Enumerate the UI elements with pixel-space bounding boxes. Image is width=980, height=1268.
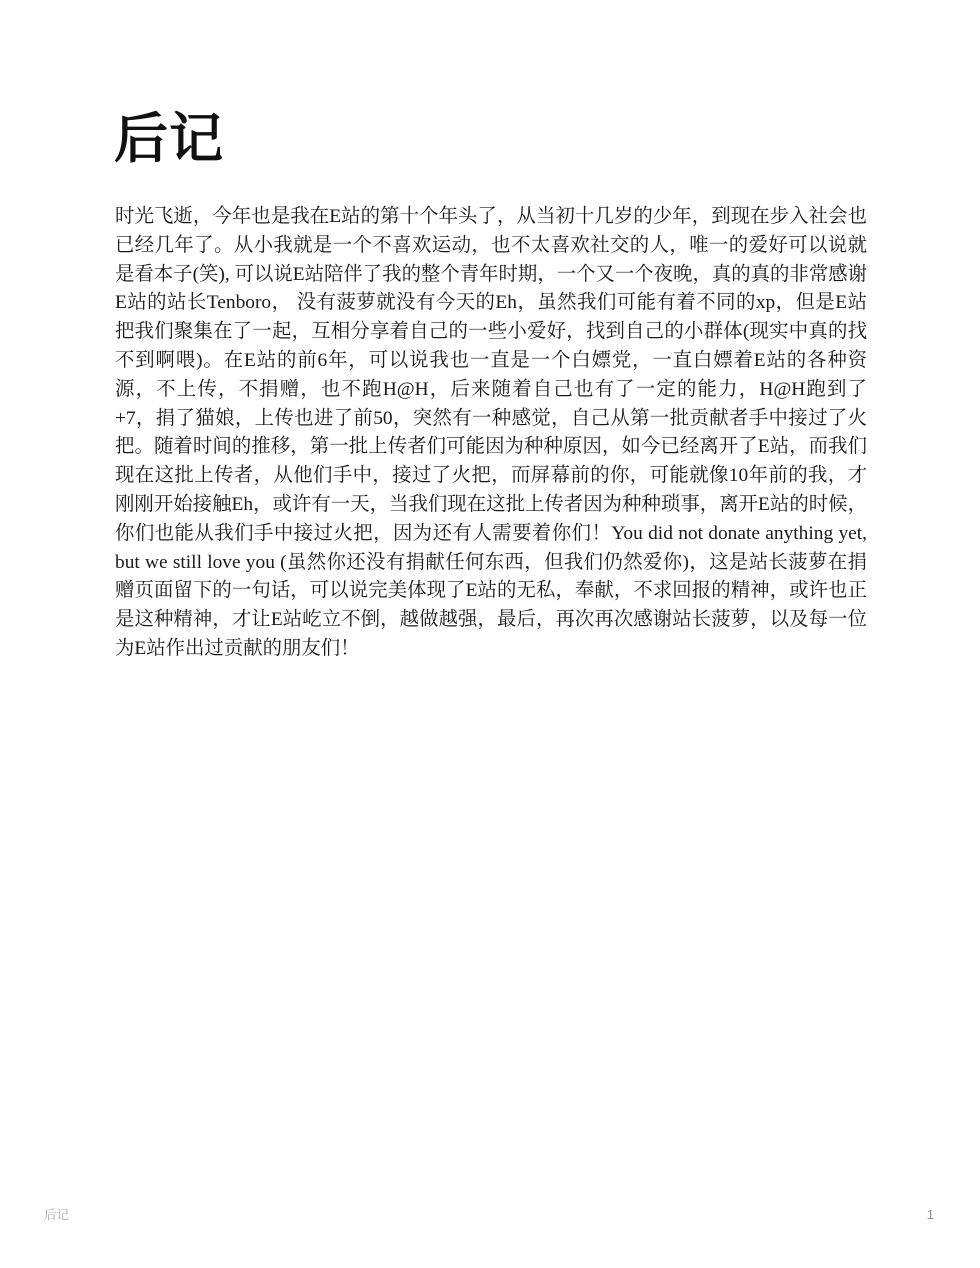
page-title: 后记 — [114, 109, 224, 169]
page-footer — [44, 1204, 934, 1224]
afterword-paragraph: 时光飞逝，今年也是我在E站的第十个年头了，从当初十几岁的少年，到现在步入社会也已经几年了。从小我就是一个不喜欢运动，也不太喜欢社交的人，唯一的爱好可以说就是看本子(笑), 可以说E站陪伴了我的整个青年时期，一个又一个夜晚，真的真的非常感谢E站的站长Tenboro， 没有菠萝就没有今天的Eh，虽然我们可能有着不同的xp，但是E站把我们聚集在了一起，互相分享着自己的一些小爱好，找到自己的小群体(现实中真的找不到啊喂)。在E站的前6年，可以说我也一直是一个白嫖党，一直白嫖着E站的各种资源，不上传，不捐赠，也不跑H@H，后来随着自己也有了一定的能力，H@H跑到了+7，捐了猫娘，上传也进了前50，突然有一种感觉，自己从第一批贡献者手中接过了火把。随着时间的推移，第一批上传者们可能因为种种原因，如今已经离开了E站，而我们现在这批上传者，从他们手中，接过了火把，而屏幕前的你，可能就像10年前的我，才刚刚开始接触Eh，或许有一天，当我们现在这批上传者因为种种琐事，离开E站的时候，你们也能从我们手中接过火把，因为还有人需要着你们！You did not donate anything yet, but we still love you (虽然你还没有捐献任何东西，但我们仍然爱你)，这是站长菠萝在捐赠页面留下的一句话，可以说完美体现了E站的无私，奉献，不求回报的精神，或许也正是这种精神，才让E站屹立不倒，越做越强，最后，再次再次感谢站长菠萝，以及每一位为E站作出过贡献的朋友们！ — [115, 206, 867, 659]
footer-section-label: 后记 — [44, 1208, 70, 1222]
footer-page-number: 1 — [926, 1206, 934, 1222]
